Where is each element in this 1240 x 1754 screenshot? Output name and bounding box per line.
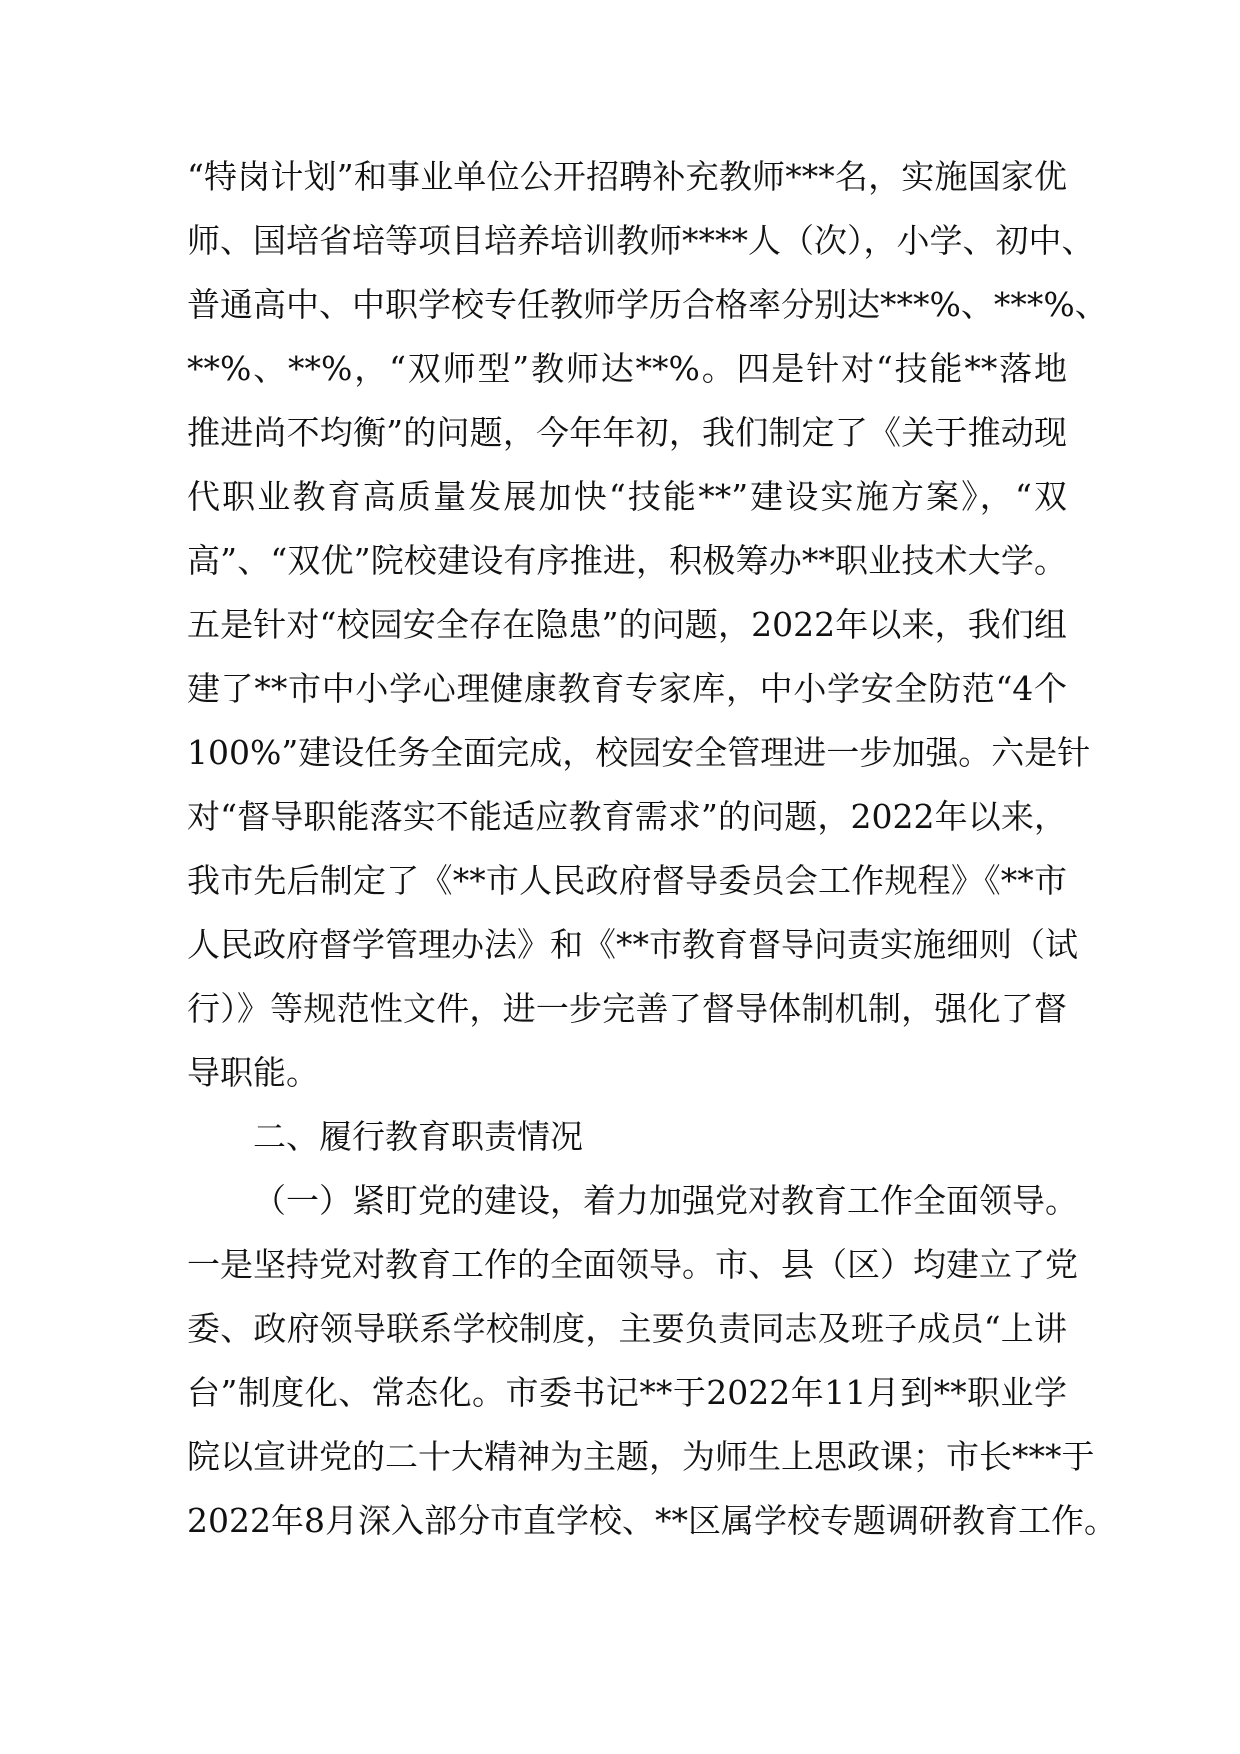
paragraph-line: “特岗计划”和事业单位公开招聘补充教师***名，实施国家优 xyxy=(187,157,1067,196)
paragraph-line: 普通高中、中职学校专任教师学历合格率分别达***%、***%、 xyxy=(187,285,1108,324)
paragraph-line: 委、政府领导联系学校制度，主要负责同志及班子成员“上讲 xyxy=(187,1309,1067,1348)
paragraph-line: 高”、“双优”院校建设有序推进，积极筹办**职业技术大学。 xyxy=(187,541,1067,580)
paragraph-line: 我市先后制定了《**市人民政府督导委员会工作规程》《**市 xyxy=(187,861,1067,900)
paragraph-line: 推进尚不均衡”的问题，今年年初，我们制定了《关于推动现 xyxy=(187,413,1067,452)
paragraph-line: 建了**市中小学心理健康教育专家库，中小学安全防范“4个 xyxy=(187,669,1067,708)
paragraph-line: 师、国培省培等项目培养培训教师****人（次），小学、初中、 xyxy=(187,221,1095,260)
paragraph-line: 对“督导职能落实不能适应教育需求”的问题，2022年以来， xyxy=(187,797,1067,836)
paragraph-line: 行）》等规范性文件，进一步完善了督导体制机制，强化了督 xyxy=(187,989,1067,1028)
subsection-heading: （一）紧盯党的建设，着力加强党对教育工作全面领导。 xyxy=(253,1181,1078,1220)
paragraph-line: 一是坚持党对教育工作的全面领导。市、县（区）均建立了党 xyxy=(187,1245,1078,1284)
paragraph-line: 五是针对“校园安全存在隐患”的问题，2022年以来，我们组 xyxy=(187,605,1067,644)
paragraph-line: 2022年8月深入部分市直学校、**区属学校专题调研教育工作。 xyxy=(187,1501,1117,1540)
document-body xyxy=(187,145,1117,1553)
paragraph-1 xyxy=(187,145,1108,1105)
paragraph-line: 人民政府督学管理办法》和《**市教育督导问责实施细则（试 xyxy=(187,925,1078,964)
paragraph-line: 代职业教育高质量发展加快“技能**”建设实施方案》，“双 xyxy=(187,477,1067,516)
paragraph-2 xyxy=(187,1233,1117,1553)
paragraph-line: 导职能。 xyxy=(187,1053,319,1092)
section-heading: 二、履行教育职责情况 xyxy=(253,1117,583,1156)
paragraph-line: **%、**%，“双师型”教师达**%。四是针对“技能**落地 xyxy=(187,349,1067,388)
paragraph-line: 台”制度化、常态化。市委书记**于2022年11月到**职业学 xyxy=(187,1373,1067,1412)
paragraph-line: 院以宣讲党的二十大精神为主题，为师生上思政课；市长***于 xyxy=(187,1437,1095,1476)
paragraph-line: 100%”建设任务全面完成，校园安全管理进一步加强。六是针 xyxy=(187,733,1091,772)
